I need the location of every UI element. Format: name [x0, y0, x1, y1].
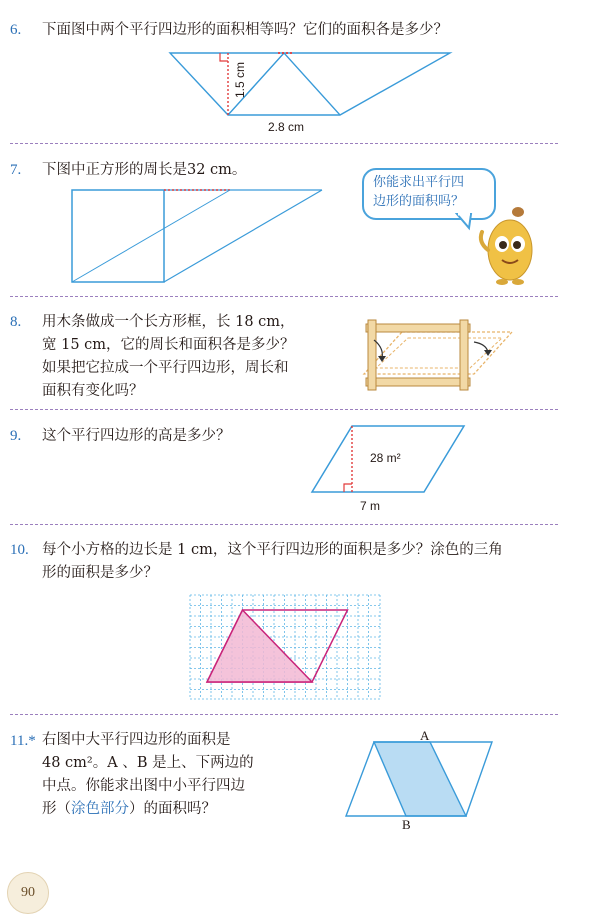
q11-text — [42, 729, 254, 821]
q11-line4 — [42, 798, 254, 821]
q11-line4-highlight: 涂色部分 — [71, 801, 129, 817]
q6-base-label: 2.8 cm — [268, 120, 305, 134]
q11-number: 11.* — [10, 733, 36, 749]
q11-line4-post: ）的面积吗？ — [129, 801, 216, 817]
q9-text: 这个平行四边形的高是多少？ — [42, 428, 231, 444]
q8-line4: 面积有变化吗？ — [42, 383, 144, 399]
q8-frame-figure — [362, 318, 522, 392]
q11-line1: 右图中大平行四边形的面积是 — [42, 732, 231, 748]
q11-small-parallelogram — [374, 742, 466, 816]
q11-label-a: A — [420, 728, 430, 743]
q7-parallelogram-left — [72, 190, 230, 282]
q8-text — [42, 311, 295, 403]
q11-line4-pre: 形（ — [42, 801, 71, 817]
q8-frame-right — [460, 320, 468, 390]
q11-figure — [344, 730, 496, 834]
q8-line1: 用木条做成一个长方形框，长 18 cm， — [42, 314, 295, 330]
q7-parallelogram-right — [164, 190, 322, 282]
q8-frame-bottom — [366, 378, 470, 386]
q6-text: 下面图中两个平行四边形的面积相等吗？它们的面积各是多少？ — [42, 22, 448, 38]
divider-4 — [10, 524, 558, 525]
q6-number: 6. — [10, 22, 22, 38]
q6-right-angle-mark — [220, 53, 228, 61]
q6-height-label: 1.5 cm — [233, 61, 247, 98]
potato-mascot — [478, 206, 542, 288]
q10-shaded-triangle — [207, 610, 312, 682]
q11-label-b: B — [402, 817, 411, 832]
q11-line3: 中点。你能求出图中小平行四边 — [42, 778, 245, 794]
q8-frame-left — [368, 320, 376, 390]
q10-grid-figure — [188, 593, 382, 701]
q7-bubble-line1: 你能求出平行四 — [373, 175, 465, 190]
divider-1 — [10, 143, 558, 144]
q8-frame-top — [366, 324, 470, 332]
q8-number: 8. — [10, 314, 22, 330]
q6-outer-trapezoid — [170, 53, 450, 115]
q8-line3: 如果把它拉成一个平行四边形，周长和 — [42, 360, 289, 376]
q7-bubble-line2: 边形的面积吗？ — [373, 194, 465, 209]
q6-x-line-1 — [284, 53, 340, 115]
q9-base-label: 7 m — [360, 499, 381, 513]
q7-number: 7. — [10, 162, 22, 178]
q10-text — [42, 539, 562, 585]
q9-area-label: 28 m² — [370, 451, 401, 465]
q10-number: 10. — [10, 542, 29, 558]
q7-bubble-tail — [455, 212, 475, 230]
page-number-badge: 90 — [7, 872, 49, 914]
q9-number: 9. — [10, 428, 22, 444]
q10-line1: 每个小方格的边长是 1 cm，这个平行四边形的面积是多少？涂色的三角 — [42, 542, 503, 558]
q9-right-angle — [344, 484, 352, 492]
q7-figure — [70, 188, 330, 284]
q9-figure — [308, 424, 468, 516]
q6-figure — [160, 50, 460, 134]
q7-bubble-text — [373, 173, 485, 211]
q7-text: 下图中正方形的周长是32 cm。 — [42, 162, 247, 178]
divider-5 — [10, 714, 558, 715]
q8-line2: 宽 15 cm，它的周长和面积各是多少？ — [42, 337, 295, 353]
divider-2 — [10, 296, 558, 297]
q11-line2: 48 cm²。A 、B 是上、下两边的 — [42, 755, 254, 771]
q10-line2: 形的面积是多少？ — [42, 565, 158, 581]
divider-3 — [10, 409, 558, 410]
